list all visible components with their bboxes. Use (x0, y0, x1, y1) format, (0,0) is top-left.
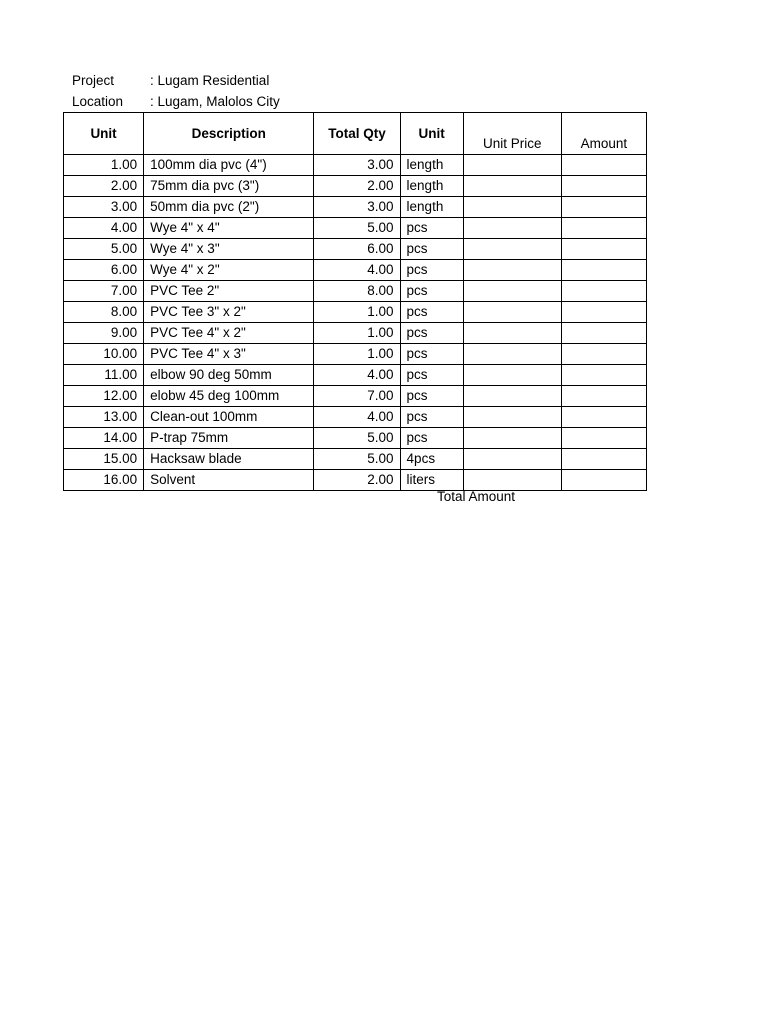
cell-total-qty: 2.00 (314, 470, 400, 491)
cell-unit-price (463, 176, 561, 197)
col-header-description: Description (144, 113, 314, 155)
cell-unit: liters (400, 470, 463, 491)
cell-total-qty: 6.00 (314, 239, 400, 260)
cell-description: 100mm dia pvc (4") (144, 155, 314, 176)
table-header-row (64, 113, 647, 155)
cell-amount (561, 407, 646, 428)
cell-amount (561, 176, 646, 197)
cell-item-no: 11.00 (64, 365, 144, 386)
cell-total-qty: 1.00 (314, 302, 400, 323)
cell-amount (561, 386, 646, 407)
col-header-unit-no: Unit (64, 113, 144, 155)
cell-total-qty: 5.00 (314, 428, 400, 449)
cell-unit: pcs (400, 218, 463, 239)
cell-description: 75mm dia pvc (3") (144, 176, 314, 197)
cell-amount (561, 344, 646, 365)
cell-description: elobw 45 deg 100mm (144, 386, 314, 407)
cell-amount (561, 470, 646, 491)
cell-item-no: 9.00 (64, 323, 144, 344)
cell-amount (561, 449, 646, 470)
table-row (64, 260, 647, 281)
cell-unit-price (463, 344, 561, 365)
table-body (64, 155, 647, 491)
cell-unit-price (463, 218, 561, 239)
cell-item-no: 14.00 (64, 428, 144, 449)
cell-total-qty: 7.00 (314, 386, 400, 407)
cell-description: Clean-out 100mm (144, 407, 314, 428)
total-amount-label: Total Amount (437, 489, 516, 504)
cell-description: Solvent (144, 470, 314, 491)
cell-item-no: 4.00 (64, 218, 144, 239)
cell-total-qty: 2.00 (314, 176, 400, 197)
cell-item-no: 5.00 (64, 239, 144, 260)
table-row (64, 176, 647, 197)
cell-unit: pcs (400, 260, 463, 281)
cell-unit-price (463, 239, 561, 260)
cell-total-qty: 4.00 (314, 365, 400, 386)
col-header-total-qty: Total Qty (314, 113, 400, 155)
cell-amount (561, 323, 646, 344)
location-line (72, 92, 280, 112)
cell-description: Wye 4" x 2" (144, 260, 314, 281)
cell-amount (561, 260, 646, 281)
project-line (72, 71, 269, 91)
cell-unit: length (400, 155, 463, 176)
cell-total-qty: 3.00 (314, 197, 400, 218)
cell-item-no: 16.00 (64, 470, 144, 491)
cell-unit: pcs (400, 428, 463, 449)
col-header-amount: Amount (561, 113, 646, 155)
table-row (64, 428, 647, 449)
table-row (64, 365, 647, 386)
cell-unit: pcs (400, 281, 463, 302)
cell-description: PVC Tee 2" (144, 281, 314, 302)
cell-unit-price (463, 428, 561, 449)
cell-unit-price (463, 155, 561, 176)
table-row (64, 449, 647, 470)
cell-item-no: 10.00 (64, 344, 144, 365)
cell-amount (561, 197, 646, 218)
cell-description: PVC Tee 4" x 2" (144, 323, 314, 344)
table-row (64, 344, 647, 365)
table-row (64, 197, 647, 218)
cell-amount (561, 365, 646, 386)
cell-unit: length (400, 176, 463, 197)
cell-description: 50mm dia pvc (2") (144, 197, 314, 218)
cell-item-no: 15.00 (64, 449, 144, 470)
cell-unit: pcs (400, 239, 463, 260)
table-row (64, 302, 647, 323)
cell-unit-price (463, 302, 561, 323)
location-value: : Lugam, Malolos City (150, 94, 280, 109)
cell-item-no: 13.00 (64, 407, 144, 428)
cell-amount (561, 155, 646, 176)
cell-unit-price (463, 197, 561, 218)
cell-unit-price (463, 449, 561, 470)
table-row (64, 386, 647, 407)
cell-unit-price (463, 365, 561, 386)
cell-unit: pcs (400, 302, 463, 323)
cell-amount (561, 218, 646, 239)
location-label: Location (72, 94, 124, 109)
project-value: : Lugam Residential (150, 73, 270, 88)
cell-unit: pcs (400, 365, 463, 386)
cell-description: P-trap 75mm (144, 428, 314, 449)
cell-description: Wye 4" x 4" (144, 218, 314, 239)
cell-unit: 4pcs (400, 449, 463, 470)
table-row (64, 407, 647, 428)
cell-item-no: 7.00 (64, 281, 144, 302)
cell-item-no: 6.00 (64, 260, 144, 281)
cell-total-qty: 1.00 (314, 344, 400, 365)
bill-of-quantities-table (63, 112, 647, 491)
cell-description: Hacksaw blade (144, 449, 314, 470)
cell-item-no: 12.00 (64, 386, 144, 407)
cell-amount (561, 302, 646, 323)
cell-total-qty: 4.00 (314, 407, 400, 428)
table-row (64, 323, 647, 344)
table-row (64, 155, 647, 176)
cell-amount (561, 428, 646, 449)
cell-item-no: 8.00 (64, 302, 144, 323)
table-row (64, 281, 647, 302)
cell-unit: pcs (400, 323, 463, 344)
cell-unit-price (463, 260, 561, 281)
cell-unit-price (463, 281, 561, 302)
cell-unit-price (463, 407, 561, 428)
cell-description: PVC Tee 3" x 2" (144, 302, 314, 323)
cell-unit: pcs (400, 386, 463, 407)
project-label: Project (72, 73, 115, 88)
cell-unit-price (463, 323, 561, 344)
col-header-unit-price: Unit Price (463, 113, 561, 155)
cell-description: PVC Tee 4" x 3" (144, 344, 314, 365)
cell-total-qty: 4.00 (314, 260, 400, 281)
cell-total-qty: 5.00 (314, 218, 400, 239)
cell-item-no: 1.00 (64, 155, 144, 176)
cell-amount (561, 281, 646, 302)
table-row (64, 239, 647, 260)
cell-unit: pcs (400, 344, 463, 365)
cell-amount (561, 239, 646, 260)
cell-total-qty: 5.00 (314, 449, 400, 470)
cell-unit-price (463, 386, 561, 407)
cell-unit: pcs (400, 407, 463, 428)
cell-total-qty: 8.00 (314, 281, 400, 302)
cell-item-no: 3.00 (64, 197, 144, 218)
cell-total-qty: 3.00 (314, 155, 400, 176)
cell-item-no: 2.00 (64, 176, 144, 197)
cell-description: elbow 90 deg 50mm (144, 365, 314, 386)
cell-description: Wye 4" x 3" (144, 239, 314, 260)
cell-unit: length (400, 197, 463, 218)
table-row (64, 470, 647, 491)
cell-total-qty: 1.00 (314, 323, 400, 344)
table-row (64, 218, 647, 239)
col-header-unit: Unit (400, 113, 463, 155)
